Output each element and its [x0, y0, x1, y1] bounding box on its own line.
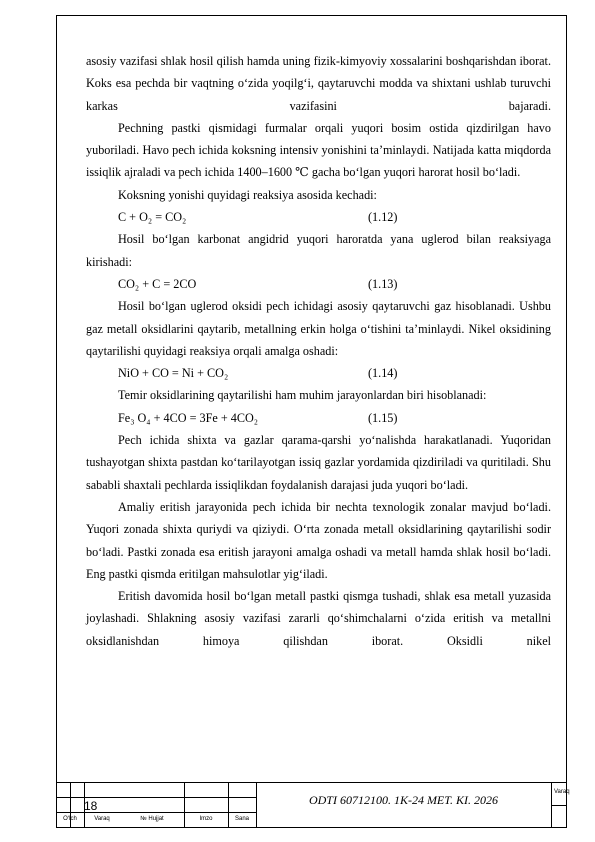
title-block-line	[551, 782, 552, 828]
equation-1-13	[86, 273, 551, 295]
paragraph: Pech ichida shixta va gazlar qarama-qarshi yo‘nalishda harakatlanadi. Yuqoridan tushayotgan shixta pastdan ko‘tarilayotgan issiq gazlar yordamida qizdiriladi va quritiladi. Shu sababli shaxtali pechlarda issiqlikdan foydalanish darajasi juda yuqori bo‘ladi.	[86, 433, 551, 492]
sheet-number: 18	[84, 799, 98, 813]
equation-formula: C + O₂ = CO₂	[118, 210, 187, 225]
title-block-line	[56, 797, 256, 798]
equation-formula: NiO + CO = Ni + CO₂	[118, 366, 229, 381]
col-label-olch: O‘lch	[63, 816, 77, 822]
paragraph: Amaliy eritish jarayonida pech ichida bir nechta texnologik zonalar mavjud bo‘ladi. Yuqori zonada shixta quriydi va qiziydi. O‘rta zonada metall oksidlarining qaytarilishi sodir bo‘ladi. Pastki zonada esa eritish jarayoni amalga oshadi va metall hamda shlak hosil bo‘ladi. Eng pastki qismda eritilgan mahsulotlar yig‘iladi.	[86, 499, 551, 581]
paragraph: Hosil bo‘lgan karbonat angidrid yuqori haroratda yana uglerod bilan reaksiyaga kirishadi:	[86, 232, 551, 269]
equation-number: (1.15)	[368, 410, 398, 425]
paragraph: asosiy vazifasi shlak hosil qilish hamda uning fizik-kimyoviy xossalarini boshqarishdan iborat. Koks esa pechda bir vaqtning o‘zida yoqilg‘i, qaytaruvchi modda va shixtani ushlab turuvchi karkas vazifasini bajaradi.	[86, 54, 551, 113]
equation-1-14	[86, 362, 551, 384]
paragraph: Koksning yonishi quyidagi reaksiya asosida kechadi:	[118, 187, 377, 202]
col-label-hujjat: № Hujjat	[140, 816, 164, 822]
sheet-label: Varaq	[554, 789, 570, 795]
paragraph: Hosil bo‘lgan uglerod oksidi pech ichidagi asosiy qaytaruvchi gaz hisoblanadi. Ushbu gaz metall oksidlarini qaytarib, metallning erkin holga o‘tishini ta’minlaydi. Nikel oksidining qaytarilishi quyidagi reaksiya orqali amalga oshadi:	[86, 299, 551, 358]
equation-1-12	[86, 206, 551, 228]
equation-formula: CO₂ + C = 2CO	[118, 276, 197, 291]
document-code: ODTI 60712100. 1K-24 MET. KI. 2026	[308, 793, 499, 807]
col-label-varaq: Varaq	[94, 816, 110, 822]
col-label-imzo: Imzo	[199, 816, 213, 822]
equation-1-15	[86, 407, 551, 429]
title-block-line	[551, 805, 567, 806]
document-body	[86, 50, 551, 652]
title-block	[56, 782, 570, 828]
col-label-sana: Sana	[234, 816, 249, 822]
equation-number: (1.14)	[368, 366, 398, 381]
paragraph: Eritish davomida hosil bo‘lgan metall pastki qismga tushadi, shlak esa metall yuzasida joylashadi. Shlakning asosiy vazifasi zararli qo‘shimchalarni o‘zida eritish va metallni oksidlanishdan himoya qilishdan iborat. Oksidli nikel	[86, 589, 551, 648]
equation-formula: Fe₃ O₄ + 4CO = 3Fe + 4CO₂	[118, 410, 259, 425]
equation-number: (1.13)	[368, 276, 398, 291]
paragraph: Temir oksidlarining qaytarilishi ham muhim jarayonlardan biri hisoblanadi:	[118, 388, 487, 403]
title-block-top-line	[56, 782, 567, 783]
equation-number: (1.12)	[368, 210, 398, 225]
paragraph: Pechning pastki qismidagi furmalar orqali yuqori bosim ostida qizdirilgan havo yuboriladi. Havo pech ichida koksning intensiv yonishini ta’minlaydi. Natijada katta miqdorda issiqlik ajraladi va pech ichida 1400–1600 ℃ gacha bo‘lgan yuqori harorat hosil bo‘ladi.	[86, 120, 551, 180]
